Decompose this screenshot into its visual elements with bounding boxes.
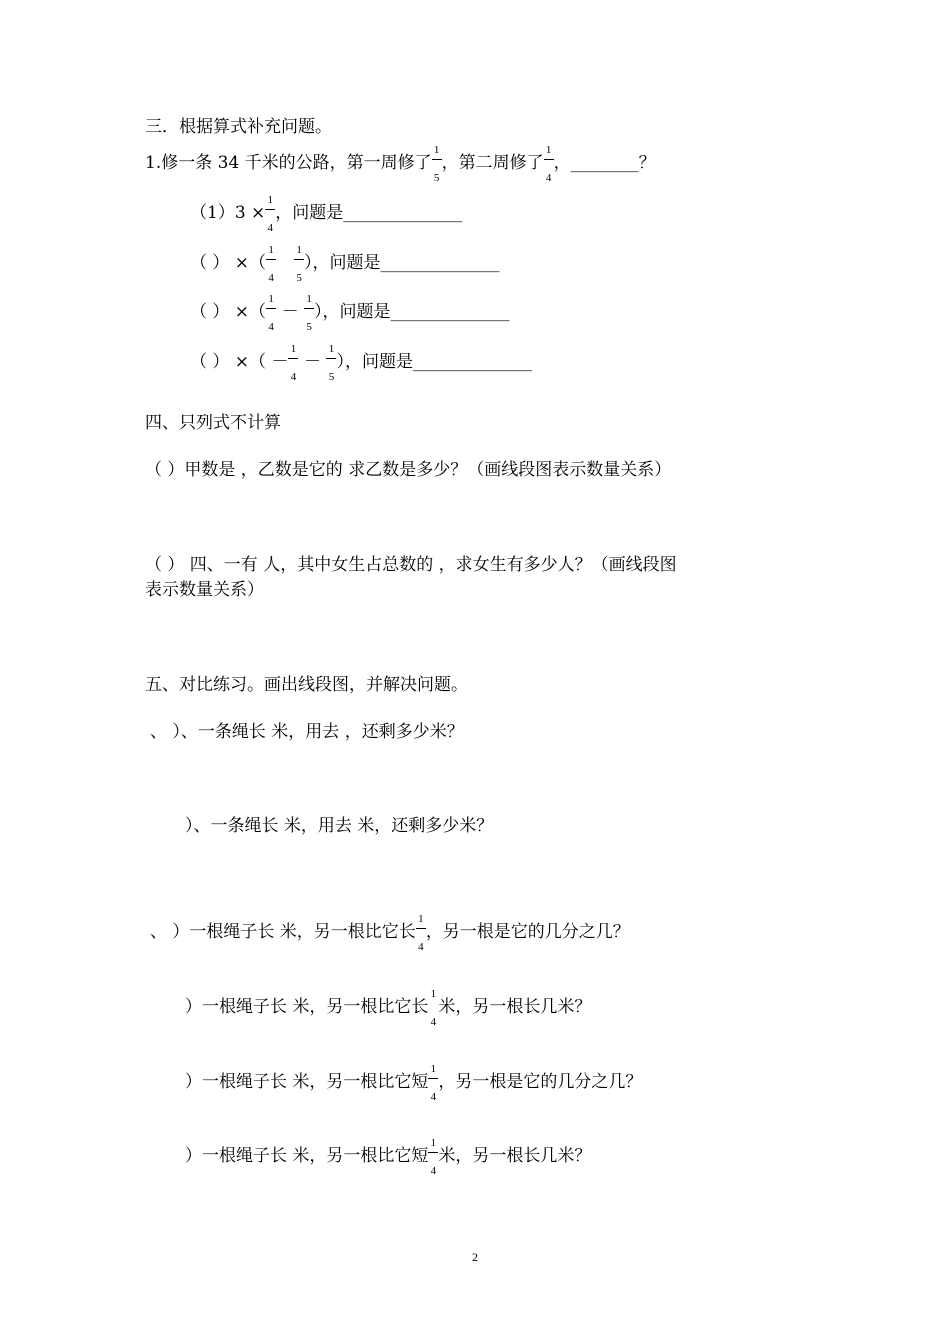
question-3-text-b: ），问题是______________ [314, 302, 510, 322]
fraction-numerator: 1 [430, 988, 437, 1000]
section4-heading: 四、只列式不计算 [145, 413, 281, 433]
fraction-one-fourth [288, 343, 298, 383]
fraction-denominator: 5 [433, 172, 440, 184]
problem1 [145, 144, 656, 184]
section5-problem-5-text-a: ）一根绳子长 米，另一根比它短 [185, 1072, 429, 1092]
fraction-bar [266, 259, 276, 260]
question-1-text-a: （1）3 × [190, 203, 266, 223]
fraction-denominator: 4 [267, 222, 274, 234]
fraction-numerator: 1 [296, 244, 302, 256]
fraction-bar [416, 928, 426, 929]
fraction-denominator: 4 [268, 321, 274, 333]
section5-problem-6-text-a: ）一根绳子长 米，另一根比它短 [185, 1146, 429, 1166]
fraction-one-fourth [428, 1063, 438, 1103]
section5-problem-2: ）、一条绳长 米，用去 米，还剩多少米？ [185, 816, 494, 836]
fraction-one-fifth [432, 144, 442, 184]
fraction-denominator: 5 [328, 371, 335, 383]
fraction-one-fourth [266, 244, 276, 284]
minus-sign: － [303, 352, 321, 372]
fraction-denominator: 5 [306, 321, 312, 333]
fraction-one-fifth [304, 293, 314, 333]
section5-problem-3-text-a: 、 ）一根绳子长 米，另一根比它长 [150, 922, 416, 942]
fraction-denominator: 4 [430, 1016, 437, 1028]
section5-problem-4-text-b: 米，另一根长几米？ [438, 997, 592, 1017]
section5-problem-6 [185, 1137, 592, 1177]
section5-problem-1: 、 ）、一条绳长 米，用去 ，还剩多少米？ [150, 722, 464, 742]
section5-problem-5 [185, 1063, 643, 1103]
question-4-text-b: ），问题是______________ [336, 352, 532, 372]
question-2 [190, 244, 500, 284]
question-1-text-b: ，问题是______________ [275, 203, 463, 223]
question-3-text-a: （ ） ×（ [190, 302, 267, 322]
question-1 [190, 194, 463, 234]
fraction-one-fifth [326, 343, 336, 383]
fraction-one-fourth [544, 144, 554, 184]
section5-problem-5-text-b: ，另一根是它的几分之几？ [438, 1072, 643, 1092]
fraction-numerator: 1 [418, 913, 424, 925]
fraction-one-fourth [266, 293, 276, 333]
fraction-bar [544, 159, 554, 160]
fraction-bar [428, 1152, 438, 1153]
fraction-numerator: 1 [430, 1137, 437, 1149]
fraction-one-fourth [416, 913, 426, 953]
fraction-bar [288, 358, 298, 359]
fraction-bar [432, 159, 442, 160]
fraction-denominator: 4 [268, 272, 274, 284]
section4-problem-1: （ ）甲数是 ，乙数是它的 求乙数是多少？（画线段图表示数量关系） [145, 460, 672, 480]
section5-problem-4 [185, 988, 592, 1028]
question-2-text-b: ），问题是______________ [304, 253, 500, 273]
fraction-denominator: 4 [430, 1091, 437, 1103]
section5-problem-6-text-b: 米，另一根长几米？ [438, 1146, 592, 1166]
section5-problem-4-text-a: ）一根绳子长 米，另一根比它长 [185, 997, 429, 1017]
fraction-bar [428, 1078, 438, 1079]
fraction-numerator: 1 [268, 293, 274, 305]
fraction-numerator: 1 [328, 343, 335, 355]
page-number: 2 [472, 1250, 478, 1264]
minus-sign: － [281, 302, 299, 322]
fraction-denominator: 4 [418, 941, 424, 953]
fraction-numerator: 1 [545, 144, 552, 156]
fraction-bar [326, 358, 336, 359]
question-2-text-a: （ ） ×（ [190, 253, 267, 273]
question-3 [190, 293, 510, 333]
fraction-one-fourth [265, 194, 275, 234]
fraction-numerator: 1 [430, 1063, 437, 1075]
fraction-denominator: 4 [545, 172, 552, 184]
fraction-numerator: 1 [290, 343, 297, 355]
fraction-bar [266, 308, 276, 309]
question-4-text-a: （ ） ×（ － [190, 352, 289, 372]
fraction-numerator: 1 [267, 194, 274, 206]
fraction-numerator: 1 [268, 244, 274, 256]
section3-heading: 三．根据算式补充问题。 [145, 117, 332, 137]
fraction-one-fourth [428, 1137, 438, 1177]
fraction-denominator: 5 [296, 272, 302, 284]
problem1-text-a: 1.修一条 34 千米的公路，第一周修了 [145, 153, 432, 173]
section4-problem-2-line-1: （ ） 四、一有 人，其中女生占总数的 ，求女生有多少人？（画线段图 [145, 555, 677, 575]
section4-problem-2-line-2: 表示数量关系） [145, 580, 264, 600]
fraction-bar [304, 308, 314, 309]
fraction-denominator: 4 [430, 1165, 437, 1177]
problem1-text-c: ，________？ [553, 153, 656, 173]
section5-heading: 五、对比练习。画出线段图，并解决问题。 [145, 675, 468, 695]
fraction-one-fourth [428, 988, 438, 1028]
fraction-bar [294, 259, 304, 260]
fraction-numerator: 1 [306, 293, 312, 305]
fraction-bar [265, 209, 275, 210]
section5-problem-3 [150, 913, 630, 953]
fraction-numerator: 1 [433, 144, 440, 156]
section5-problem-3-text-b: ，另一根是它的几分之几？ [425, 922, 630, 942]
fraction-one-fifth [294, 244, 304, 284]
fraction-denominator: 4 [290, 371, 297, 383]
question-4 [190, 343, 532, 383]
problem1-text-b: ，第二周修了 [441, 153, 544, 173]
